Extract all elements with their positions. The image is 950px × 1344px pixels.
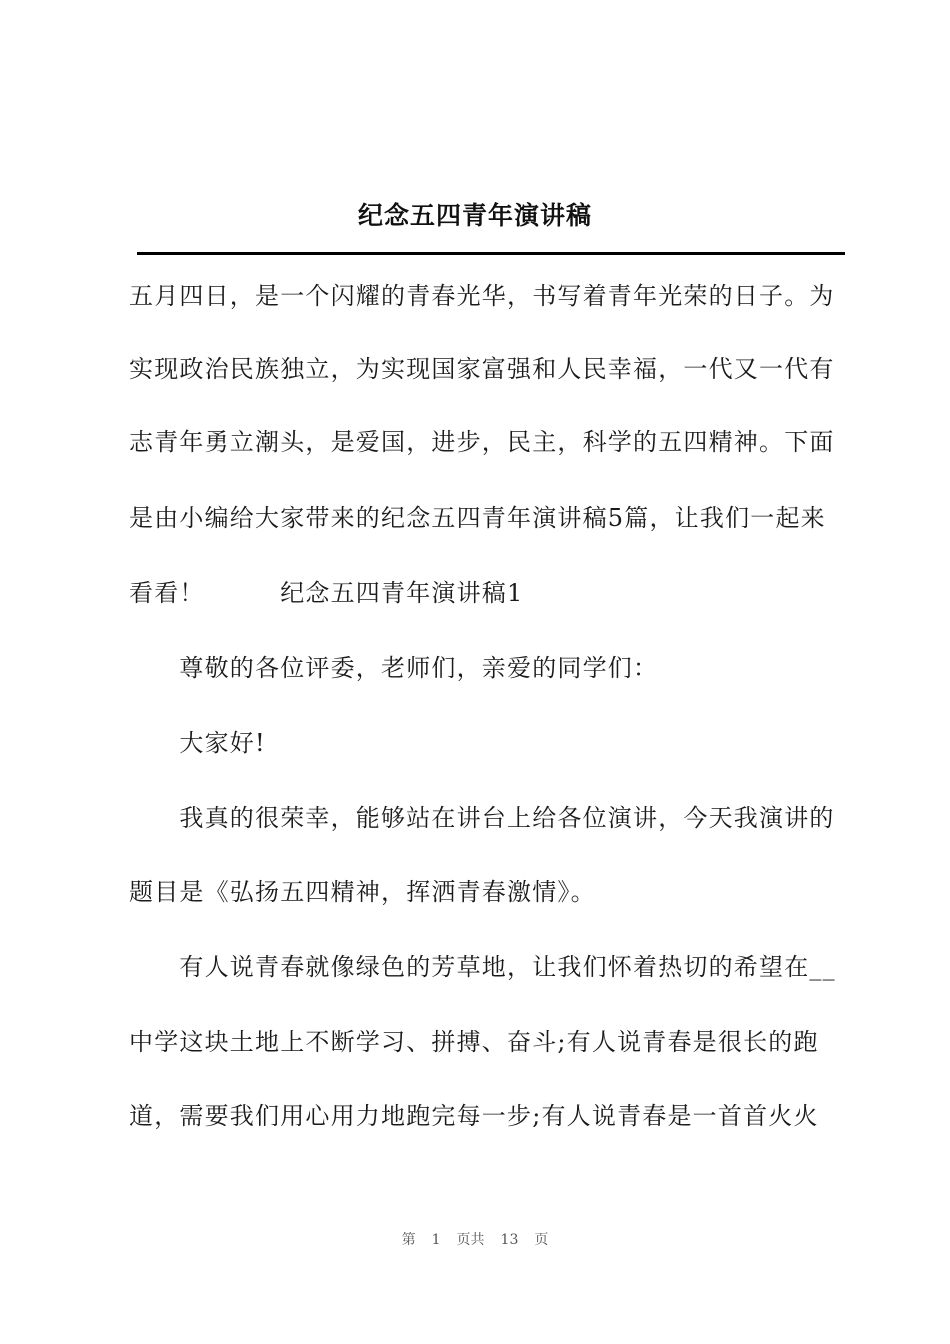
text-line: 我真的很荣幸，能够站在讲台上给各位演讲，今天我演讲的: [129, 804, 835, 832]
text-line: 志青年勇立潮头，是爱国，进步，民主，科学的五四精神。下面: [129, 428, 835, 456]
footer-prefix: 第: [401, 1232, 416, 1248]
footer-total-pages: 13: [500, 1232, 519, 1248]
text-line: 尊敬的各位评委，老师们，亲爱的同学们：: [129, 654, 659, 682]
text-line: 道，需要我们用心用力地跑完每一步;有人说青春是一首首火火: [129, 1102, 819, 1130]
title-divider: [137, 252, 845, 255]
footer-mid: 页共: [456, 1232, 485, 1248]
text-line: 看看！ 纪念五四青年演讲稿1: [129, 579, 524, 607]
text-line: 五月四日，是一个闪耀的青春光华，书写着青年光荣的日子。为: [129, 282, 835, 310]
text-line: 有人说青春就像绿色的芳草地，让我们怀着热切的希望在__: [129, 953, 836, 981]
text-line: 实现政治民族独立，为实现国家富强和人民幸福，一代又一代有: [129, 355, 835, 383]
text-line: 大家好!: [129, 729, 266, 757]
footer-page-number: 1: [431, 1232, 441, 1248]
text-line: 中学这块土地上不断学习、拼搏、奋斗;有人说青春是很长的跑: [129, 1028, 819, 1056]
text-line: 是由小编给大家带来的纪念五四青年演讲稿5篇，让我们一起来: [129, 504, 826, 532]
page-footer: [0, 1229, 950, 1249]
footer-suffix: 页: [534, 1232, 549, 1248]
document-title: 纪念五四青年演讲稿: [357, 201, 592, 230]
text-line: 题目是《弘扬五四精神，挥洒青春激情》。: [129, 878, 596, 906]
